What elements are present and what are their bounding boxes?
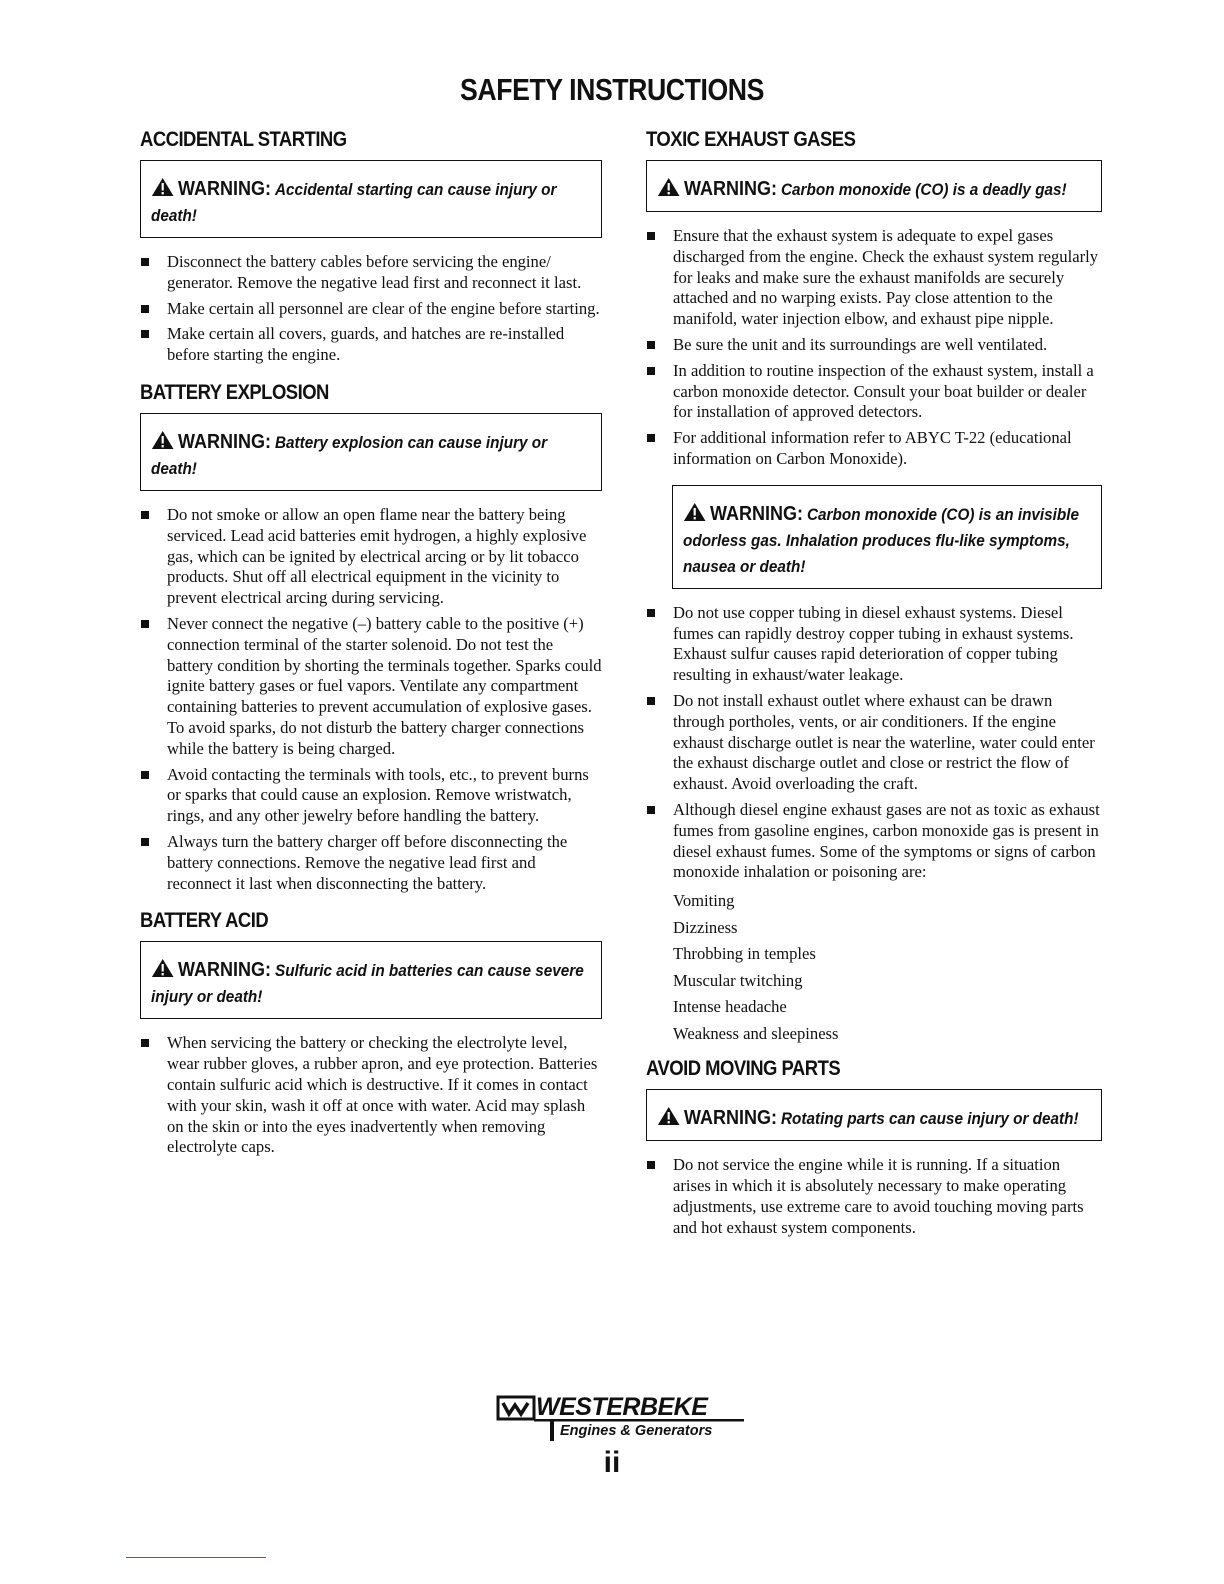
warning-box-battery-explosion [140, 413, 602, 491]
list-item: Do not use copper tubing in diesel exhaust systems. Diesel fumes can rapidly destroy copper tubing in exhaust systems. Exhaust sulfur causes rapid deterioration of copper tubing resulting in exhaust/water leakage. [646, 603, 1102, 686]
warning-text: Battery explosion can cause injury or death! [151, 432, 548, 478]
bullet-list-moving-parts [646, 1155, 1102, 1238]
right-column [646, 128, 1102, 1243]
bullet-list-battery-acid [140, 1033, 602, 1158]
warning-label: WARNING: [178, 178, 271, 200]
bullet-list-copper-tubing [646, 603, 1102, 883]
section-heading-battery-explosion: BATTERY EXPLOSION [140, 380, 329, 404]
warning-triangle-icon [151, 177, 174, 197]
warning-label: WARNING: [710, 502, 803, 525]
symptom-list [646, 888, 1102, 1047]
list-item: Do not service the engine while it is running. If a situation arises in which it is absolutely necessary to make operating adjustments, use extreme care to avoid touching moving parts and hot exhaust system components. [646, 1155, 1102, 1238]
warning-label: WARNING: [684, 1107, 777, 1130]
list-item: Never connect the negative (–) battery cable to the positive (+) connection terminal of the starter solenoid. Do not test the battery condition by shorting the terminals together. Sparks could ignite battery gases or fuel vapors. Ventilate any compartment containing batteries to prevent accumulation of explosive gases. To avoid sparks, do not disturb the battery charger connections while the battery is being charged. [140, 614, 602, 760]
warning-label: WARNING: [178, 430, 271, 453]
warning-text: Accidental starting can cause injury or death! [151, 180, 557, 225]
divider [126, 1557, 266, 1558]
bullet-list-toxic-exhaust [646, 226, 1102, 470]
list-item: In addition to routine inspection of the exhaust system, install a carbon monoxide detector. Consult your boat builder or dealer for installation of approved detectors. [646, 361, 1102, 423]
bullet-list-battery-explosion [140, 505, 602, 894]
warning-text: Rotating parts can cause injury or death! [781, 1109, 1079, 1129]
symptom-item: Muscular twitching [673, 970, 803, 990]
list-item: Ensure that the exhaust system is adequate to expel gases discharged from the engine. Check the exhaust system regularly for leaks and make sure the exhaust manifolds are securely attached and no warping exists. Pay close attention to the manifold, water injection elbow, and exhaust pipe nipple. [646, 226, 1102, 330]
footer-logo [494, 1393, 744, 1443]
bullet-list-accidental-starting [140, 252, 602, 366]
symptom-item: Dizziness [673, 917, 738, 937]
list-item: Make certain all personnel are clear of the engine before starting. [140, 299, 602, 320]
warning-triangle-icon [151, 958, 174, 978]
list-item: For additional information refer to ABYC T-22 (educational information on Carbon Monoxide). [646, 428, 1102, 470]
warning-text: Carbon monoxide (CO) is an invisible odorless gas. Inhalation produces flu-like symptoms, nausea or death! [683, 504, 1080, 576]
warning-triangle-icon [151, 430, 174, 450]
list-item: When servicing the battery or checking the electrolyte level, wear rubber gloves, a rubber apron, and eye protection. Batteries contain sulfuric acid which is destructive. If it comes in contact with your skin, wash it off at once with water. Acid may splash on the skin or into the eyes inadvertently when removing electrolyte caps. [140, 1033, 602, 1158]
list-item: Always turn the battery charger off before disconnecting the battery connections. Remove the negative lead first and reconnect it last when disconnecting the battery. [140, 832, 602, 894]
warning-triangle-icon [683, 502, 706, 522]
list-item: Avoid contacting the terminals with tools, etc., to prevent burns or sparks that could cause an explosion. Remove wristwatch, rings, and any other jewelry before handling the battery. [140, 765, 602, 827]
list-item: Do not install exhaust outlet where exhaust can be drawn through portholes, vents, or air conditioners. If the engine exhaust discharge outlet is near the waterline, water could enter the exhaust discharge outlet and close or restrict the flow of exhaust. Avoid overloading the craft. [646, 691, 1102, 795]
page-number: ii [603, 1446, 621, 1479]
symptom-item: Intense headache [673, 997, 787, 1017]
section-heading-accidental-starting: ACCIDENTAL STARTING [140, 128, 347, 151]
warning-box-co-invisible [672, 485, 1102, 589]
symptom-item: Throbbing in temples [673, 944, 816, 964]
list-item: Disconnect the battery cables before servicing the engine/ generator. Remove the negative lead first and reconnect it last. [140, 252, 602, 294]
warning-triangle-icon [657, 1106, 680, 1126]
brand-name: WESTERBEKE [536, 1393, 708, 1421]
left-column [140, 128, 602, 1163]
list-item: Do not smoke or allow an open flame near the battery being serviced. Lead acid batteries emit hydrogen, a highly explosive gas, which can be ignited by electrical arcing or by lit tobacco products. Shut off all electrical equipment in the vicinity to prevent electrical arcing during servicing. [140, 505, 602, 609]
section-heading-moving-parts: AVOID MOVING PARTS [646, 1057, 841, 1081]
warning-triangle-icon [657, 177, 680, 197]
warning-label: WARNING: [178, 959, 271, 982]
warning-text: Sulfuric acid in batteries can cause severe injury or death! [151, 961, 584, 1007]
section-heading-toxic-exhaust: TOXIC EXHAUST GASES [646, 128, 856, 151]
list-item: Be sure the unit and its surroundings are well ventilated. [646, 335, 1102, 356]
warning-box-moving-parts [646, 1089, 1102, 1141]
warning-box-toxic-exhaust [646, 160, 1102, 212]
symptom-item: Weakness and sleepiness [673, 1023, 839, 1043]
warning-box-battery-acid [140, 941, 602, 1019]
list-item: Although diesel engine exhaust gases are not as toxic as exhaust fumes from gasoline engines, carbon monoxide gas is present in diesel exhaust fumes. Some of the symptoms or signs of carbon monoxide inhalation or poisoning are: [646, 800, 1102, 883]
section-heading-battery-acid: BATTERY ACID [140, 909, 269, 933]
warning-label: WARNING: [684, 178, 777, 200]
brand-tagline: Engines & Generators [560, 1423, 713, 1439]
page-title: SAFETY INSTRUCTIONS [460, 72, 764, 107]
list-item: Make certain all covers, guards, and hatches are re-installed before starting the engine. [140, 324, 602, 366]
warning-text: Carbon monoxide (CO) is a deadly gas! [781, 180, 1067, 199]
symptom-item: Vomiting [673, 891, 735, 911]
warning-box-accidental-starting [140, 160, 602, 238]
